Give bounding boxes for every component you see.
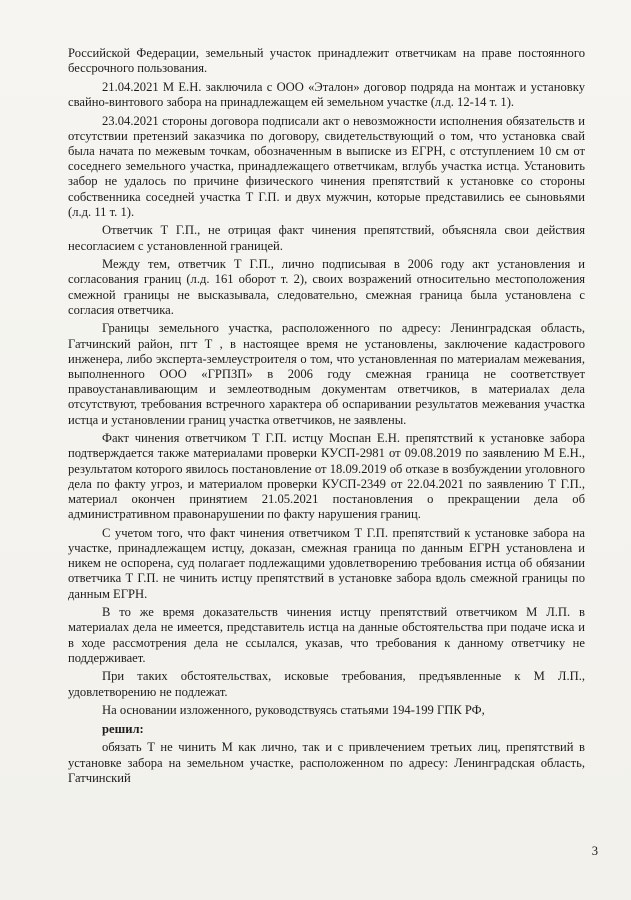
- paragraph: С учетом того, что факт чинения ответчиком Т Г.П. препятствий к установке забора на участке, принадлежащем истцу, доказан, смежная граница по данным ЕГРН установлена и никем не оспорена, суд полагает подлежащими удовлетворению требования истца об обязании ответчика Т Г.П. не чинить истцу препятствий в установке забора вдоль смежной границы по данным ЕГРН.: [68, 525, 585, 601]
- paragraph: Российской Федерации, земельный участок принадлежит ответчикам на праве постоянного бессрочного пользования.: [68, 46, 585, 76]
- paragraph: Границы земельного участка, расположенного по адресу: Ленинградская область, Гатчинский район, пгт Т , в настоящее время не установлены, заключение кадастрового инженера, либо эксперта-землеустроителя о том, что установленная по материалам межевания, выполненного ООО «ГРПЗП» в 2006 году смежная граница не соответствует правоустанавливающим и землеотводным документам ответчиков, в материалах дела отсутствуют, требования встречного характера об оспаривании результатов межевания участка истца и установлении границ участка ответчиков, не заявлены.: [68, 321, 585, 427]
- paragraph: В то же время доказательств чинения истцу препятствий ответчиком М Л.П. в материалах дела не имеется, представитель истца на данные обстоятельства при подаче иска и в ходе рассмотрения дела не ссылался, указав, что требования к данному ответчику не поддерживает.: [68, 605, 585, 665]
- paragraph: Ответчик Т Г.П., не отрицая факт чинения препятствий, объясняла свои действия несогласием с установленной границей.: [68, 223, 585, 253]
- paragraph: Факт чинения ответчиком Т Г.П. истцу Моспан Е.Н. препятствий к установке забора подтверждается также материалами проверки КУСП-2981 от 09.08.2019 по заявлению М Е.Н., результатом которого явилось постановление от 18.09.2019 об отказе в возбуждении уголовного дела по факту угроз, и материалом проверки КУСП-2349 от 22.04.2021 по заявлению Т Г.П., материал окончен принятием 21.05.2021 постановления о прекращении дела об административном правонарушении по факту нарушения границ.: [68, 431, 585, 522]
- paragraph: На основании изложенного, руководствуясь статьями 194-199 ГПК РФ,: [102, 703, 485, 718]
- page-number: 3: [591, 844, 598, 858]
- ruling-heading: решил:: [102, 721, 144, 736]
- document-body: [68, 46, 585, 789]
- paragraph: 23.04.2021 стороны договора подписали акт о невозможности исполнения обязательств и отсутствии претензий заказчика по договору, свидетельствующий о том, что установка свай была начата по межевым точкам, обозначенным в выписке из ЕГРН, с отступлением 10 см от соседнего земельного участка, принадлежащего ответчикам, вглубь участка истца. Установить забор не удалось по причине физического чинения препятствий к установке со стороны собственника соседней участка Т Г.П. и двух мужчин, которые представились ее сыновьями (л.д. 11 т. 1).: [68, 113, 585, 219]
- paragraph: 21.04.2021 М Е.Н. заключила с ООО «Эталон» договор подряда на монтаж и установку свайно-винтового забора на принадлежащем ей земельном участке (л.д. 12-14 т. 1).: [68, 79, 585, 109]
- paragraph: При таких обстоятельствах, исковые требования, предъявленные к М Л.П., удовлетворению не подлежат.: [68, 669, 585, 699]
- ruling-paragraph: обязать Т не чинить М как лично, так и с привлечением третьих лиц, препятствий в установке забора на земельном участке, расположенном по адресу: Ленинградская область, Гатчинский: [68, 740, 585, 785]
- paragraph: Между тем, ответчик Т Г.П., лично подписывая в 2006 году акт установления и согласования границ (л.д. 161 оборот т. 2), своих возражений относительно местоположения смежной границы не высказывала, следовательно, смежная граница была установлена с согласия ответчика.: [68, 257, 585, 317]
